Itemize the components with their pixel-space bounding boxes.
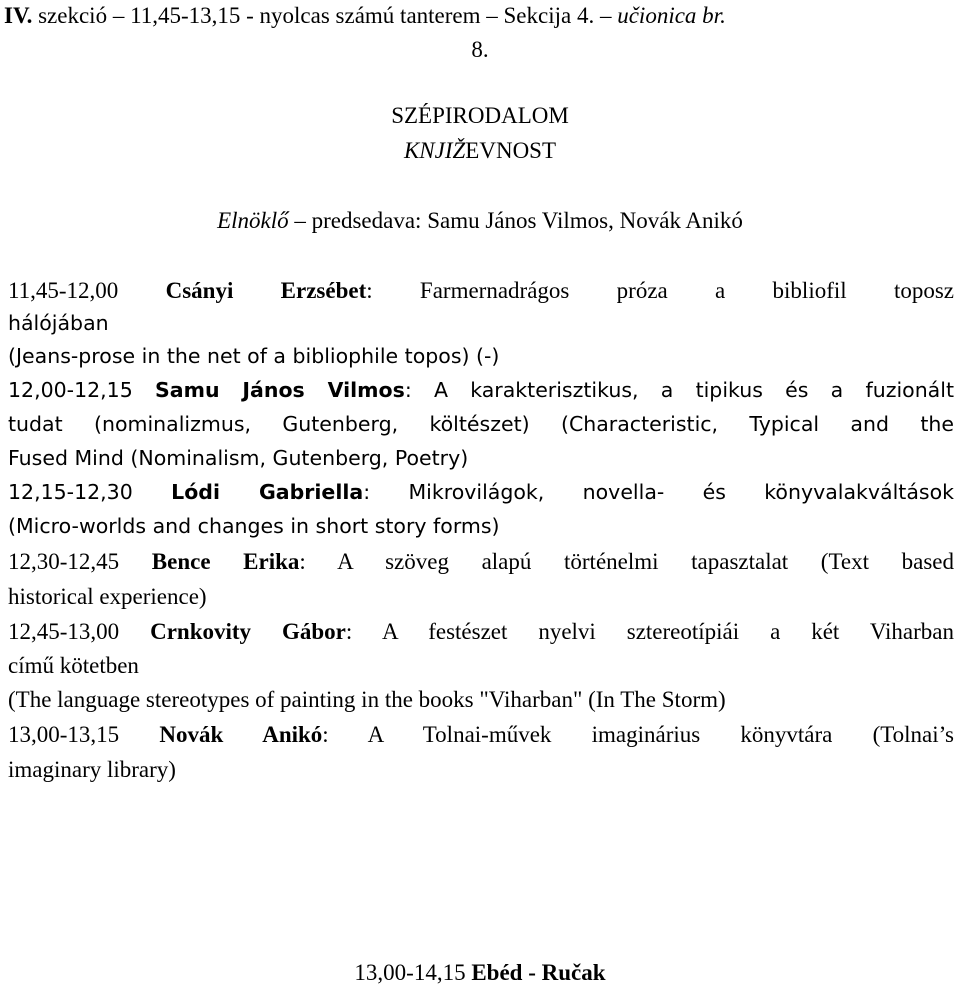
talk-6-line-1 <box>8 723 954 746</box>
talk-4-line-2: historical experience) <box>8 584 207 609</box>
talk-6-line-2: imaginary library) <box>8 757 176 782</box>
talk-2-line-3: Fused Mind (Nominalism, Gutenberg, Poetry) <box>8 446 469 470</box>
talk-time: 12,30-12,45 <box>8 549 120 574</box>
lunch-label-hu: Ebéd <box>471 960 523 985</box>
talk-3-line-1 <box>8 482 954 503</box>
talk-1-line-2: hálójában <box>8 311 109 335</box>
talk-speaker: Csányi Erzsébet <box>165 278 367 303</box>
talk-speaker: Novák Anikó <box>159 722 323 747</box>
title-sr-italic: KNJIŽ <box>403 138 466 163</box>
lunch-separator: - <box>522 960 542 985</box>
lunch-time: 13,00-14,15 <box>354 960 472 985</box>
section-info: szekció – 11,45-13,15 - nyolcas számú tanterem – Sekcija 4. – <box>32 3 618 28</box>
talk-speaker: Samu János Vilmos <box>155 378 405 402</box>
talk-title: : A Tolnai-művek imaginárius könyvtára (Tolnai’s <box>322 722 955 747</box>
talk-title: : Mikrovilágok, novella- és könyvalakváltások <box>363 480 954 504</box>
chairs-names: – predsedava: Samu János Vilmos, Novák Anikó <box>288 208 743 233</box>
talk-1-line-1 <box>8 279 954 302</box>
talk-time: 12,45-13,00 <box>8 619 120 644</box>
talk-4-line-1 <box>8 550 954 573</box>
title-sr <box>0 139 960 162</box>
talk-time: 13,00-13,15 <box>8 722 120 747</box>
talk-time: 12,00-12,15 <box>8 378 133 402</box>
section-number: IV. <box>4 3 33 28</box>
chairs-label-hu: Elnöklő <box>217 208 289 233</box>
talk-5-line-3: (The language stereotypes of painting in the books "Viharban" (In The Storm) <box>8 687 726 712</box>
chairs-line <box>0 209 960 232</box>
talk-speaker: Crnkovity Gábor <box>150 619 346 644</box>
room-number: 8. <box>471 37 489 62</box>
lunch-label-sr: Ručak <box>541 960 606 985</box>
talk-title: : A karakterisztikus, a tipikus és a fuzionált <box>404 378 954 402</box>
talk-time: 11,45-12,00 <box>8 278 119 303</box>
talk-title: : A szöveg alapú történelmi tapasztalat (Text based <box>299 549 954 574</box>
talk-5-line-1 <box>8 620 954 643</box>
room-label-sr: učionica br. <box>617 3 726 28</box>
section-header <box>4 4 726 27</box>
title-sr-rest: EVNOST <box>465 138 557 163</box>
talk-2-line-1 <box>8 380 954 401</box>
talk-time: 12,15-12,30 <box>8 480 133 504</box>
talk-1-line-3: (Jeans-prose in the net of a bibliophile topos) (-) <box>8 344 500 368</box>
title-hu: SZÉPIRODALOM <box>391 103 569 128</box>
talk-5-line-2: című kötetben <box>8 653 139 678</box>
talk-title: : A festészet nyelvi sztereotípiái a két Viharban <box>345 619 955 644</box>
talk-speaker: Bence Erika <box>151 549 300 574</box>
talk-2-line-2: tudat (nominalizmus, Gutenberg, költészet) (Characteristic, Typical and the <box>8 412 954 436</box>
talk-speaker: Lódi Gabriella <box>171 480 364 504</box>
talk-title: : Farmernadrágos próza a bibliofil toposz <box>366 278 954 303</box>
lunch-break <box>0 961 960 984</box>
talk-3-line-2: (Micro-worlds and changes in short story forms) <box>8 514 500 538</box>
